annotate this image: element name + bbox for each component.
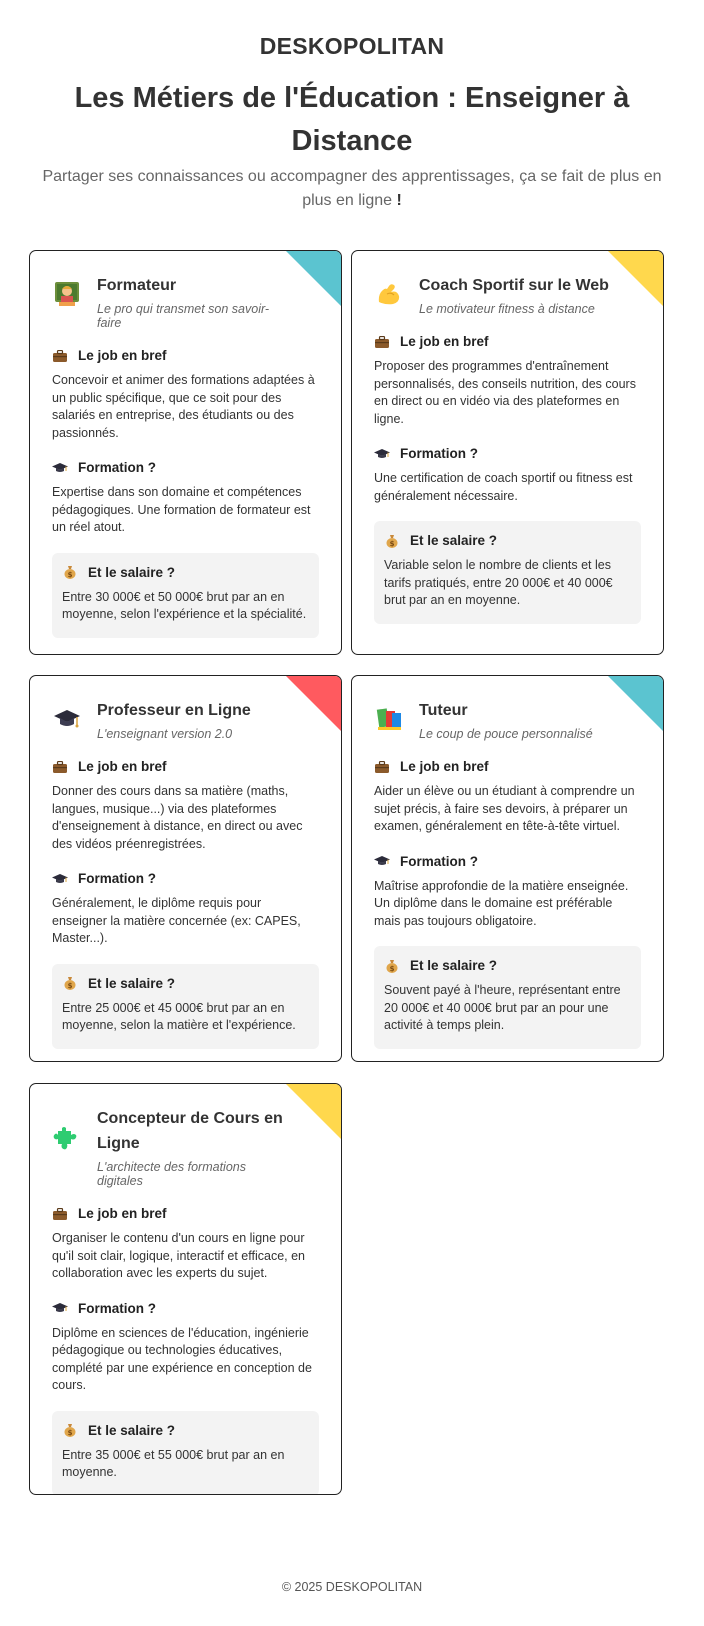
salary-label: Et le salaire ? bbox=[410, 533, 498, 548]
salary-heading bbox=[62, 565, 309, 580]
salary-label: Et le salaire ? bbox=[88, 1422, 176, 1438]
puzzle-piece-icon bbox=[52, 1124, 82, 1154]
salary-text: Entre 25 000€ et 45 000€ brut par an en moyenne, selon la matière et l'expérience. bbox=[62, 1000, 296, 1032]
card-tagline: L'enseignant version 2.0 bbox=[97, 727, 233, 741]
card-tuteur bbox=[351, 675, 664, 1062]
page-subtitle bbox=[40, 165, 664, 213]
training-label: Formation ? bbox=[78, 1300, 156, 1316]
money-bag-icon bbox=[384, 534, 400, 548]
corner-ribbon bbox=[286, 676, 341, 731]
briefcase-icon bbox=[52, 760, 68, 774]
corner-ribbon bbox=[608, 676, 663, 731]
job-label: Le job en bref bbox=[400, 334, 489, 349]
teacher-icon bbox=[52, 279, 82, 309]
card-coach-sportif bbox=[351, 250, 664, 655]
money-bag-icon bbox=[384, 959, 400, 973]
briefcase-icon bbox=[52, 349, 68, 363]
svg-text:$: $ bbox=[67, 1429, 73, 1437]
salary-heading bbox=[62, 976, 309, 991]
card-title: Tuteur bbox=[419, 702, 468, 719]
salary-box bbox=[52, 964, 319, 1049]
books-icon bbox=[374, 704, 404, 734]
salary-box bbox=[374, 946, 641, 1049]
job-text: Concevoir et animer des formations adaptées à un public spécifique, que ce soit pour des salariés en entreprise, des étudiants ou des passionnés. bbox=[52, 373, 315, 440]
salary-label: Et le salaire ? bbox=[88, 564, 176, 580]
job-heading bbox=[52, 1206, 319, 1221]
corner-ribbon bbox=[608, 251, 663, 306]
corner-ribbon bbox=[286, 1084, 341, 1139]
training-text: Expertise dans son domaine et compétences pédagogiques. Une formation de formateur est un réel atout. bbox=[52, 485, 311, 534]
salary-heading bbox=[62, 1423, 309, 1438]
job-text: Organiser le contenu d'un cours en ligne pour qu'il soit clair, logique, interactif et efficace, en collaboration avec les experts du sujet. bbox=[52, 1231, 305, 1280]
card-tagline: L'architecte des formations digitales bbox=[97, 1160, 246, 1188]
salary-heading bbox=[384, 533, 631, 548]
job-text: Aider un élève ou un étudiant à comprendre un sujet précis, à faire ses devoirs, à préparer un examen, généralement en tête-à-tête virtuel. bbox=[374, 784, 635, 833]
job-heading bbox=[374, 334, 641, 349]
training-heading bbox=[52, 460, 319, 475]
graduation-cap-icon bbox=[374, 854, 390, 868]
card-title: Formateur bbox=[97, 277, 177, 294]
training-label: Formation ? bbox=[78, 871, 156, 886]
job-text: Donner des cours dans sa matière (maths, langues, musique...) via des plateformes d'enseignement à distance, en direct ou avec des vidéos préenregistrées. bbox=[52, 784, 303, 851]
svg-text:$: $ bbox=[389, 539, 395, 548]
training-heading bbox=[52, 871, 319, 886]
salary-box bbox=[374, 521, 641, 624]
training-label: Formation ? bbox=[78, 460, 156, 475]
job-text: Proposer des programmes d'entraînement personnalisés, des conseils nutrition, des cours en direct ou en vidéo via des plateformes en ligne. bbox=[374, 359, 636, 426]
money-bag-icon bbox=[62, 565, 78, 579]
svg-text:$: $ bbox=[67, 982, 73, 990]
training-text: Maîtrise approfondie de la matière enseignée. Un diplôme dans le domaine est préférable mais pas toujours obligatoire. bbox=[374, 878, 629, 928]
training-label: Formation ? bbox=[400, 446, 478, 461]
card-tagline: Le coup de pouce personnalisé bbox=[419, 727, 593, 741]
salary-label: Et le salaire ? bbox=[410, 958, 498, 973]
salary-box bbox=[52, 1411, 319, 1496]
corner-ribbon bbox=[286, 251, 341, 306]
card-title: Coach Sportif sur le Web bbox=[419, 277, 609, 294]
training-heading bbox=[374, 446, 641, 461]
card-tagline: Le pro qui transmet son savoir-faire bbox=[97, 302, 270, 330]
card-formateur bbox=[29, 250, 342, 655]
flexed-biceps-icon bbox=[374, 279, 404, 309]
salary-heading bbox=[384, 958, 631, 973]
subtitle-text: Partager ses connaissances ou accompagner des apprentissages, ça se fait de plus en plus en ligne bbox=[42, 168, 662, 209]
training-text: Diplôme en sciences de l'éducation, ingénierie pédagogique ou technologies éducatives, complété par une expérience en conception de cours. bbox=[52, 1325, 312, 1392]
brand-logo: DESKOPOLITAN bbox=[259, 33, 445, 59]
job-heading bbox=[374, 759, 641, 774]
card-professeur bbox=[29, 675, 342, 1062]
job-label: Le job en bref bbox=[78, 348, 167, 363]
job-heading bbox=[52, 348, 319, 363]
card-title: Concepteur de Cours en Ligne bbox=[97, 1110, 283, 1152]
training-label: Formation ? bbox=[400, 853, 478, 869]
briefcase-icon bbox=[374, 760, 390, 774]
graduation-cap-icon bbox=[52, 872, 68, 886]
salary-text: Entre 35 000€ et 55 000€ brut par an en moyenne. bbox=[62, 1447, 285, 1479]
job-label: Le job en bref bbox=[78, 1206, 167, 1221]
graduation-cap-icon bbox=[52, 1301, 68, 1315]
graduation-cap-icon bbox=[52, 461, 68, 475]
graduation-cap-icon bbox=[374, 447, 390, 461]
subtitle-end: ! bbox=[392, 192, 402, 209]
page-title: Les Métiers de l'Éducation : Enseigner à Distance bbox=[74, 82, 630, 157]
job-label: Le job en bref bbox=[400, 759, 489, 774]
training-heading bbox=[374, 854, 641, 869]
job-heading bbox=[52, 759, 319, 774]
salary-label: Et le salaire ? bbox=[88, 975, 176, 991]
card-tagline: Le motivateur fitness à distance bbox=[419, 302, 595, 316]
card-concepteur bbox=[29, 1083, 342, 1495]
footer-copyright: © 2025 DESKOPOLITAN bbox=[281, 1580, 423, 1594]
training-text: Une certification de coach sportif ou fitness est généralement nécessaire. bbox=[374, 471, 633, 503]
salary-text: Variable selon le nombre de clients et les tarifs pratiqués, entre 20 000€ et 40 000€ brut par an en moyenne. bbox=[384, 558, 613, 607]
card-title: Professeur en Ligne bbox=[97, 702, 251, 719]
briefcase-icon bbox=[52, 1207, 68, 1221]
salary-box bbox=[52, 553, 319, 638]
svg-text:$: $ bbox=[67, 571, 73, 579]
job-label: Le job en bref bbox=[78, 759, 167, 774]
salary-text: Entre 30 000€ et 50 000€ brut par an en moyenne, selon l'expérience et la spécialité. bbox=[62, 589, 307, 621]
graduation-cap-icon bbox=[52, 704, 82, 734]
svg-text:$: $ bbox=[389, 964, 395, 973]
money-bag-icon bbox=[62, 976, 78, 990]
training-heading bbox=[52, 1301, 319, 1316]
money-bag-icon bbox=[62, 1423, 78, 1437]
salary-text: Souvent payé à l'heure, représentant entre 20 000€ et 40 000€ brut par an pour une activité à temps plein. bbox=[384, 983, 621, 1032]
briefcase-icon bbox=[374, 335, 390, 349]
training-text: Généralement, le diplôme requis pour enseigner la matière concernée (ex: CAPES, Master...). bbox=[52, 896, 301, 945]
